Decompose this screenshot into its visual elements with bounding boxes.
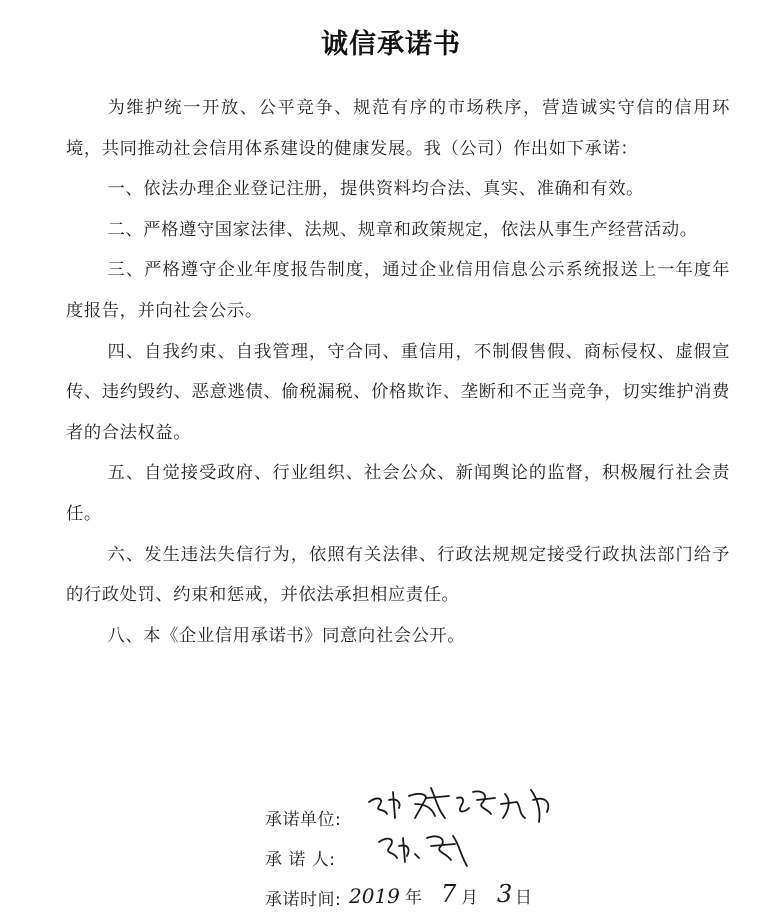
commitment-item-2: 二、严格遵守国家法律、法规、规章和政策规定，依法从事生产经营活动。	[107, 219, 698, 240]
commitment-item-5: 五、自觉接受政府、行业组织、社会公众、新闻舆论的监督，积极履行社会责任。	[66, 463, 730, 524]
date-day: 3	[497, 880, 513, 908]
signature-person-row	[265, 830, 595, 870]
document-body	[66, 88, 730, 656]
date-month-suffix: 月	[461, 888, 478, 908]
unit-handwritten-signature	[365, 778, 595, 828]
signature-time-label: 承诺时间:	[265, 890, 342, 910]
commitment-item-6: 六、发生违法失信行为，依照有关法律、行政法规规定接受行政执法部门给予的行政处罚、约束和惩戒，并依法承担相应责任。	[66, 544, 730, 606]
date-year-suffix: 年	[405, 888, 422, 908]
date-year: 2019	[349, 884, 400, 908]
commitment-item-8: 八、本《企业信用承诺书》同意向社会公开。	[107, 625, 466, 646]
person-handwritten-signature	[375, 824, 515, 870]
signature-time-row	[265, 870, 595, 910]
commitment-item-1: 一、依法办理企业登记注册，提供资料均合法、真实、准确和有效。	[107, 179, 644, 200]
commitment-item-3: 三、严格遵守企业年度报告制度，通过企业信用信息公示系统报送上一年度年度报告，并向社会公示。	[66, 260, 730, 321]
signature-unit-label: 承诺单位:	[265, 810, 342, 830]
document-title: 诚信承诺书	[321, 29, 461, 60]
date-month: 7	[441, 880, 457, 908]
signature-person-label: 承 诺 人:	[265, 850, 336, 870]
date-day-suffix: 日	[515, 888, 532, 908]
commitment-item-4: 四、自我约束、自我管理，守合同、重信用，不制假售假、商标侵权、虚假宣传、违约毁约、恶意逃债、偷税漏税、价格欺诈、垄断和不正当竞争，切实维护消费者的合法权益。	[66, 341, 730, 443]
intro-paragraph: 为维护统一开放、公平竞争、规范有序的市场秩序，营造诚实守信的信用环境，共同推动社会信用体系建设的健康发展。我（公司）作出如下承诺：	[66, 98, 730, 159]
